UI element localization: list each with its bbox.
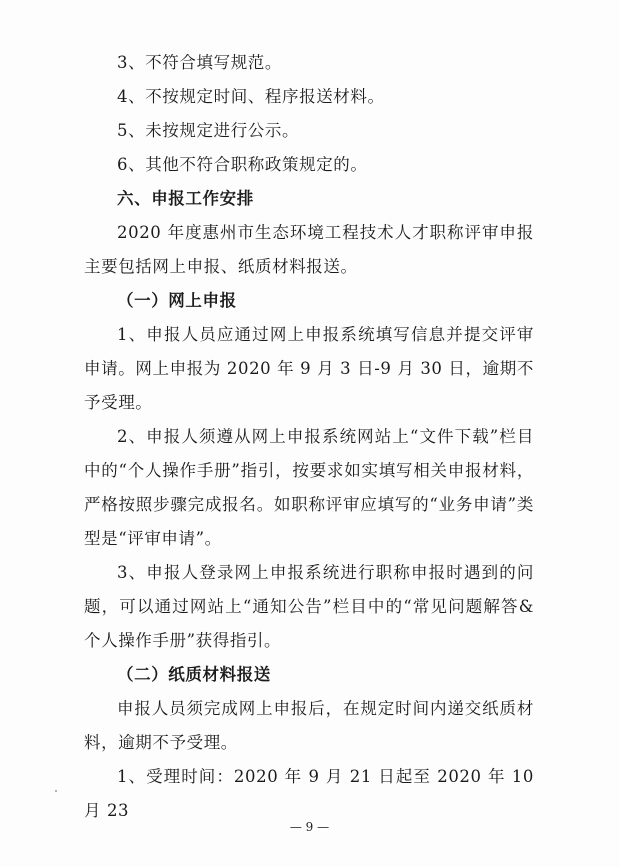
body-paragraph: 1、受理时间：2020 年 9 月 21 日起至 2020 年 10 月 23 xyxy=(84,767,534,820)
body-paragraph: 申报人员须完成网上申报后，在规定时间内递交纸质材料，逾期不予受理。 xyxy=(84,699,534,752)
page-number: — 9 — xyxy=(289,820,330,834)
document-body xyxy=(84,46,534,828)
body-paragraph: 1、申报人员应通过网上申报系统填写信息并提交评审申请。网上申报为 2020 年 9 月 3 日-9 月 30 日，逾期不予受理。 xyxy=(84,325,534,412)
body-paragraph: 2、申报人须遵从网上申报系统网站上“文件下载”栏目中的“个人操作手册”指引，按要求如实填写相关申报材料，严格按照步骤完成报名。如职称评审应填写的“业务申请”类型是“评审申请”。 xyxy=(84,427,534,548)
section-heading: 六、申报工作安排 xyxy=(117,189,254,208)
subsection-heading-paper: （二）纸质材料报送 xyxy=(117,665,271,684)
body-paragraph: 3、申报人登录网上申报系统进行职称申报时遇到的问题，可以通过网站上“通知公告”栏目中的“常见问题解答&个人操作手册”获得指引。 xyxy=(84,563,534,650)
list-item-4: 4、不按规定时间、程序报送材料。 xyxy=(117,87,385,106)
body-paragraph: 2020 年度惠州市生态环境工程技术人才职称评审申报主要包括网上申报、纸质材料报送。 xyxy=(84,223,534,276)
subsection-heading-online: （一）网上申报 xyxy=(117,291,237,310)
scan-speck xyxy=(55,790,57,792)
list-item-5: 5、未按规定进行公示。 xyxy=(117,121,300,140)
list-item-6: 6、其他不符合职称政策规定的。 xyxy=(117,155,368,174)
list-item-3: 3、不符合填写规范。 xyxy=(117,53,282,72)
